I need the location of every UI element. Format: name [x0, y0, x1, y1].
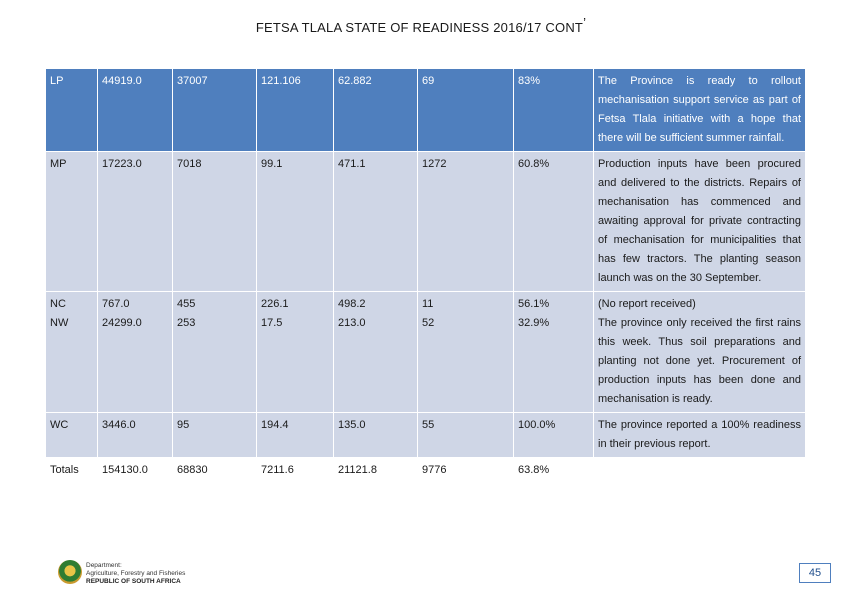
value-cell: 154130.0	[98, 458, 173, 484]
value-cell: 99.1	[257, 152, 334, 292]
value-cell: 226.1 17.5	[257, 292, 334, 413]
comment-cell: (No report received) The province only received the first rains this week. Thus soil preparations and planting not done yet. Procurement of production inputs has been done and mechanisation is ready.	[594, 292, 806, 413]
percent-cell: 83%	[514, 69, 594, 152]
value-cell: 62.882	[334, 69, 418, 152]
value-cell: 69	[418, 69, 514, 152]
percent-cell: 60.8%	[514, 152, 594, 292]
value-cell: 121.106	[257, 69, 334, 152]
value-cell: 7211.6	[257, 458, 334, 484]
logo-text: Department: Agriculture, Forestry and Fisheries REPUBLIC OF SOUTH AFRICA	[86, 562, 186, 585]
value-cell: 44919.0	[98, 69, 173, 152]
province-cell: WC	[46, 413, 98, 458]
table-row-mp	[46, 152, 806, 292]
value-cell: 471.1	[334, 152, 418, 292]
table-row-totals	[46, 458, 806, 484]
province-cell: MP	[46, 152, 98, 292]
coat-of-arms-icon	[58, 560, 82, 584]
value-cell: 194.4	[257, 413, 334, 458]
page-title: FETSA TLALA STATE OF READINESS 2016/17 CONT’	[255, 15, 587, 35]
province-cell: NC NW	[46, 292, 98, 413]
percent-cell: 56.1% 32.9%	[514, 292, 594, 413]
value-cell: 1272	[418, 152, 514, 292]
comment-cell: The province reported a 100% readiness in their previous report.	[594, 413, 806, 458]
comment-cell	[594, 458, 806, 484]
value-cell: 95	[173, 413, 257, 458]
percent-cell: 63.8%	[514, 458, 594, 484]
value-cell: 498.2 213.0	[334, 292, 418, 413]
percent-cell: 100.0%	[514, 413, 594, 458]
value-cell: 17223.0	[98, 152, 173, 292]
value-cell: 3446.0	[98, 413, 173, 458]
department-logo	[58, 560, 238, 586]
value-cell: 767.0 24299.0	[98, 292, 173, 413]
table-row-wc	[46, 413, 806, 458]
value-cell: 135.0	[334, 413, 418, 458]
table-row-lp	[46, 69, 806, 152]
value-cell: 55	[418, 413, 514, 458]
readiness-table	[45, 68, 806, 484]
comment-cell: The Province is ready to rollout mechanisation support service as part of Fetsa Tlala initiative with a hope that there will be sufficient summer rainfall.	[594, 69, 806, 152]
table-row-nc-nw	[46, 292, 806, 413]
value-cell: 11 52	[418, 292, 514, 413]
page-number: 45	[799, 563, 831, 583]
province-cell: Totals	[46, 458, 98, 484]
value-cell: 7018	[173, 152, 257, 292]
value-cell: 68830	[173, 458, 257, 484]
value-cell: 455 253	[173, 292, 257, 413]
value-cell: 9776	[418, 458, 514, 484]
value-cell: 21121.8	[334, 458, 418, 484]
value-cell: 37007	[173, 69, 257, 152]
comment-cell: Production inputs have been procured and delivered to the districts. Repairs of mechanisation has commenced and awaiting approval for private contracting of mechanisation for municipalities that has few tractors. The planting season launch was on the 30 September.	[594, 152, 806, 292]
province-cell: LP	[46, 69, 98, 152]
